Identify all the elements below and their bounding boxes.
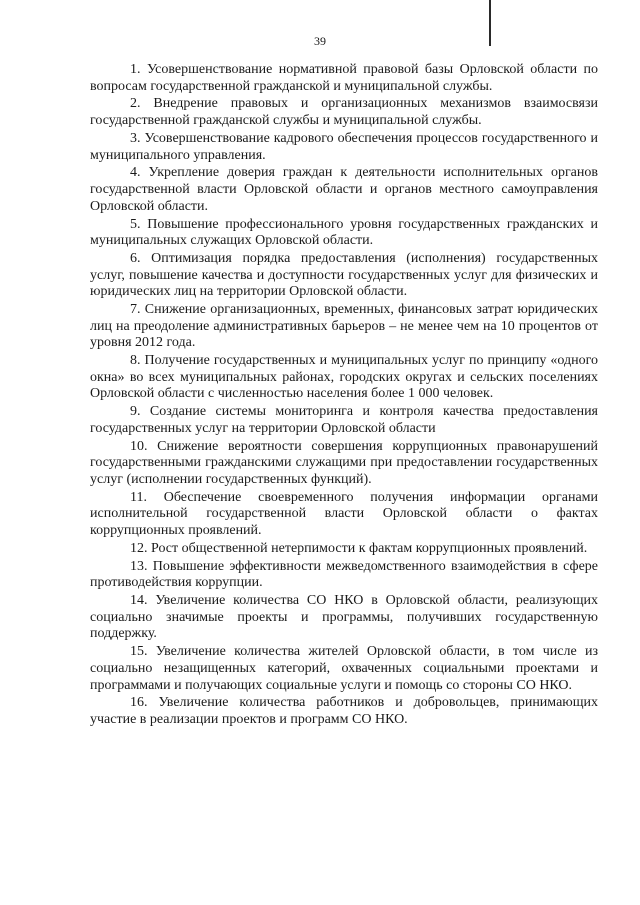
list-item <box>90 593 598 643</box>
list-item <box>90 62 598 95</box>
item-text: Рост общественной нетерпимости к фактам коррупционных проявлений. <box>151 540 588 556</box>
list-item <box>90 404 598 437</box>
page-number: 39 <box>314 34 326 48</box>
item-number: 2. <box>130 96 141 112</box>
list-item <box>90 439 598 489</box>
item-number: 7. <box>130 302 141 318</box>
item-number: 13. <box>130 558 148 574</box>
item-number: 14. <box>130 593 148 609</box>
item-number: 8. <box>130 353 141 369</box>
item-number: 1. <box>130 62 141 77</box>
list-item <box>90 490 598 540</box>
item-text: Оптимизация порядка предоставления (исполнения) государственных услуг, повышение качества и доступности государственных услуг для физических и юридических лиц на территории Орловской области. <box>90 251 599 300</box>
list-item <box>90 217 598 250</box>
item-text: Укрепление доверия граждан к деятельности исполнительных органов государственной власти Орловской области и органов местного самоуправления Орловской области. <box>90 165 599 214</box>
list-item <box>90 353 598 403</box>
item-number: 6. <box>130 251 141 267</box>
list-item <box>90 644 598 694</box>
item-text: Повышение профессионального уровня государственных гражданских и муниципальных служащих Орловской области. <box>90 216 598 249</box>
item-number: 5. <box>130 216 141 232</box>
item-text: Усовершенствование нормативной правовой базы Орловской области по вопросам государственной гражданской и муниципальной службы. <box>90 62 598 94</box>
item-text: Увеличение количества СО НКО в Орловской области, реализующих социально значимые проекты и программы, получивших государственную поддержку. <box>90 593 598 642</box>
item-text: Внедрение правовых и организационных механизмов взаимосвязи государственной гражданской службы и муниципальной службы. <box>90 96 599 129</box>
list-item <box>90 302 598 352</box>
item-text: Получение государственных и муниципальных услуг по принципу «одного окна» во всех муниципальных районах, городских округах и сельских поселениях Орловской области с численностью населения более 1 000 человек. <box>90 353 599 402</box>
list-item <box>90 165 598 215</box>
item-number: 4. <box>130 165 141 181</box>
item-number: 9. <box>130 404 141 420</box>
item-text: Увеличение количества работников и добровольцев, принимающих участие в реализации проектов и программ СО НКО. <box>90 695 599 728</box>
item-text: Повышение эффективности межведомственного взаимодействия в сфере противодействия коррупции. <box>90 558 598 591</box>
item-text: Обеспечение своевременного получения информации органами исполнительной государственной власти Орловской области о фактах коррупционных проявлений. <box>90 489 599 538</box>
item-text: Увеличение количества жителей Орловской области, в том числе из социально незащищенных категорий, охваченных социальными проектами и программами и получающих социальные услуги и помощь со стороны СО НКО. <box>90 644 599 693</box>
list-item <box>90 559 598 592</box>
item-number: 3. <box>130 130 141 146</box>
scan-artifact-line <box>489 0 491 46</box>
item-number: 16. <box>130 695 148 711</box>
list-item <box>90 131 598 164</box>
list-item <box>90 695 598 728</box>
list-item <box>90 96 598 129</box>
item-text: Усовершенствование кадрового обеспечения процессов государственного и муниципального управления. <box>90 130 598 163</box>
item-number: 15. <box>130 644 148 660</box>
item-number: 12. <box>130 540 148 556</box>
item-text: Снижение вероятности совершения коррупционных правонарушений государственными гражданскими служащими при предоставлении государственных услуг (исполнении государственных функций). <box>90 438 599 487</box>
document-body <box>90 62 598 730</box>
item-number: 10. <box>130 438 148 454</box>
item-text: Создание системы мониторинга и контроля качества предоставления государственных услуг на территории Орловской области <box>90 404 598 436</box>
item-number: 11. <box>130 489 147 505</box>
item-text: Снижение организационных, временных, финансовых затрат юридических лиц на преодоление административных барьеров – не менее чем на 10 процентов от уровня 2012 года. <box>90 302 599 351</box>
list-item <box>90 541 598 558</box>
list-item <box>90 251 598 301</box>
